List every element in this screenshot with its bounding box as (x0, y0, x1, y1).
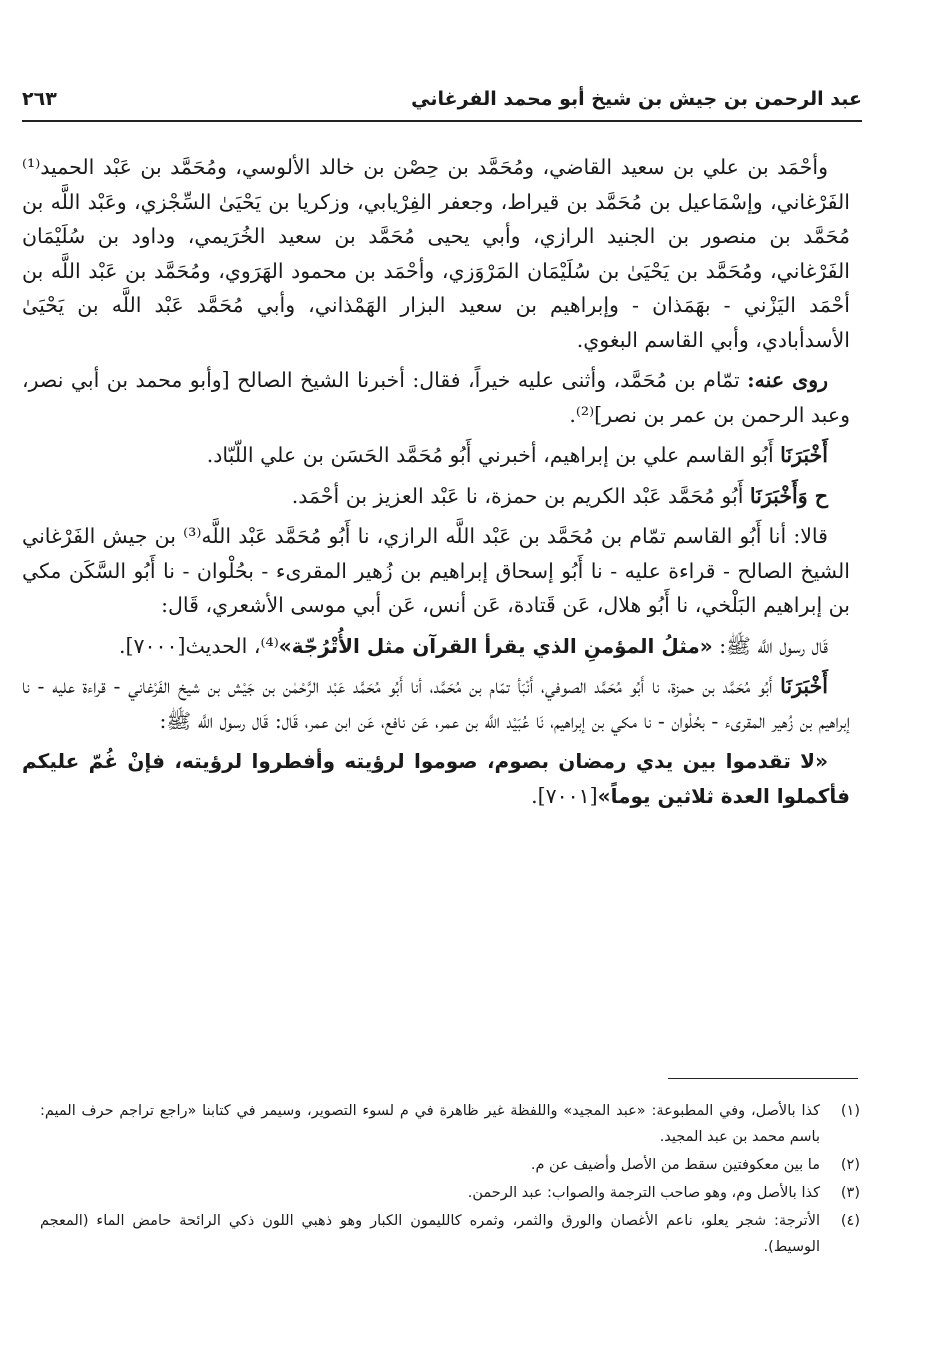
footnote-number: (٢) (840, 1157, 860, 1173)
footnote-number: (٤) (840, 1213, 860, 1229)
footnote-number: (١) (840, 1103, 860, 1119)
hadith-reference: ⁽⁴⁾، الحديث[٧٠٠٠]. (118, 633, 279, 658)
paragraph-hadith-1 (22, 629, 850, 664)
paragraph-text: أَبُو مُحَمَّد بن حمزة، نا أَبُو مُحَمَّد الصوفي، أَنْبَأ تمّام بن مُحَمَّد، أنا أَبُو مُحَمَّد عَبْد الرَّحْمٰن بن جَيْش بن شيخ الفَرْغاني - قراءة عليه - نا إبراهيم بن زُهير المقرىء - بحُلْوان - نا مكي بن إبراهيم، نَا عُبَيْد اللَّه بن عمر، عَن نافع، عَن ابن عمر، قَال: قَال رسول اللَّه ﷺ: (22, 674, 850, 733)
header-title: عبد الرحمن بن جيش بن شيخ أبو محمد الفرغاني (411, 88, 862, 110)
footnote-text: ما بين معكوفتين سقط من الأصل وأضيف عن م. (530, 1157, 820, 1173)
lead-phrase: أَخْبَرَنَا (780, 443, 828, 467)
paragraph-isnad-4 (22, 669, 850, 738)
lead-phrase: ح وَأَخْبَرَنَا (749, 483, 828, 508)
footnote (40, 1208, 860, 1260)
footnote-text: كذا بالأصل وم، وهو صاحب الترجمة والصواب: عبد الرحمن. (467, 1185, 820, 1201)
footnotes (40, 1098, 860, 1262)
hadith-reference: [٧٠٠١]. (531, 783, 598, 808)
paragraph-isnad-1 (22, 438, 850, 473)
hadith-text: «لا تقدموا بين يدي رمضان بصوم، صوموا لرؤيته وأفطروا لرؤيته، فإنْ غُمّ عليكم فأكملوا العدة ثلاثين يوماً» (22, 749, 850, 808)
paragraph-isnad-2 (22, 479, 850, 514)
paragraph-hadith-2 (22, 744, 850, 813)
paragraph-isnad-3: قالا: أنا أَبُو القاسم تمّام بن مُحَمَّد بن عَبْد اللَّه الرازي، نا أَبُو مُحَمَّد عَبْد اللَّه⁽³⁾ بن جيش الفَرْغاني الشيخ الصالح - قراءة عليه - نا أَبُو إسحاق إبراهيم بن زُهير المقرىء - بحُلْوان - نا أَبُو السَّكَن مكي بن إبراهيم البَلْخي، نا أَبُو هلال، عَن قَتادة، عَن أنس، عَن أبي موسى الأشعري، قَال: (22, 524, 850, 617)
paragraph-text: أَبُو مُحَمَّد عَبْد الكريم بن حمزة، نا عَبْد العزيز بن أحْمَد. (291, 483, 750, 508)
main-text (22, 150, 850, 819)
lead-phrase: أَخْبَرَنَا (780, 674, 828, 698)
paragraph-text: أَبُو القاسم علي بن إبراهيم، أخبرني أَبُو مُحَمَّد الحَسَن بن علي اللّبّاد. (206, 443, 781, 467)
footnote (40, 1098, 860, 1150)
hadith-intro: قَال رسول اللَّه ﷺ: (712, 633, 828, 658)
paragraph-teachers: وأحْمَد بن علي بن سعيد القاضي، ومُحَمَّد بن حِصْن بن خالد الألوسي، ومُحَمَّد بن عَبْد الحميد⁽¹⁾ الفَرْغاني، وإسْمَاعيل بن مُحَمَّد بن قيراط، وجعفر الفِرْيابي، وزكريا بن يَحْيَىٰ السِّجْزي، وعَبْد اللَّه بن مُحَمَّد بن منصور بن الجنيد الرازي، وأبي يحيى مُحَمَّد بن سعيد الخُرَيمي، وداود بن سُلَيْمَان الفَرْغاني، ومُحَمَّد بن يَحْيَىٰ بن سُلَيْمَان المَرْوَزي، وأحْمَد بن محمود الهَرَوي، ومُحَمَّد بن عَبْد اللَّه بن أحْمَد اليَزْني - بهَمَذان - وإبراهيم بن سعيد البزار الهَمْذاني، وأبي مُحَمَّد عَبْد اللَّه بن يَحْيَىٰ الأسدأبادي، وأبي القاسم البغوي. (22, 155, 850, 352)
hadith-text: «مثلُ المؤمنِ الذي يقرأ القرآن مثل الأُتْرُجّة» (278, 633, 713, 658)
footnote-text: كذا بالأصل، وفي المطبوعة: «عبد المجيد» واللفظة غير ظاهرة في م لسوء التصوير، وسيمر في كتابنا «راجع تراجم حرف الميم: باسم محمد بن عبد المجيد. (40, 1103, 820, 1145)
footnote-separator (668, 1078, 858, 1079)
footnote (40, 1180, 860, 1206)
footnote-number: (٣) (840, 1185, 860, 1201)
paragraph-text: تمّام بن مُحَمَّد، وأثنى عليه خيراً، فقال: أخبرنا الشيخ الصالح [وأبو محمد بن أبي نصر، وعبد الرحمن بن عمر بن نصر]⁽²⁾. (22, 368, 850, 427)
page-number: ٢٦٣ (22, 88, 57, 110)
running-header (22, 86, 862, 122)
paragraph-narrators (22, 363, 850, 432)
footnote (40, 1152, 860, 1178)
footnote-text: الأترجة: شجر يعلو، ناعم الأغصان والورق والثمر، وثمره كالليمون الكبار وهو ذهبي اللون ذكي الرائحة حامض الماء (المعجم الوسيط). (40, 1213, 820, 1255)
lead-phrase: روى عنه: (747, 368, 828, 392)
